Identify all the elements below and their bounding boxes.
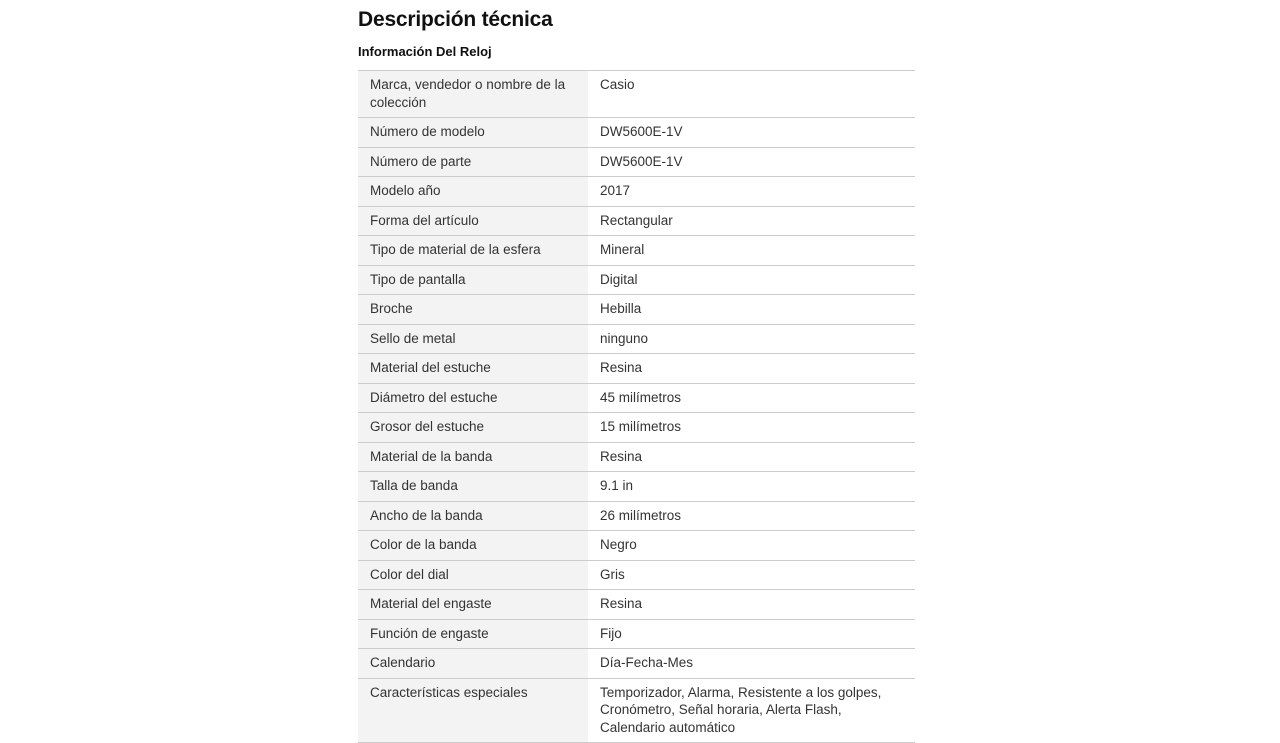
table-row — [358, 383, 915, 413]
spec-label: Características especiales — [358, 678, 588, 743]
spec-label: Número de modelo — [358, 118, 588, 148]
table-row — [358, 147, 915, 177]
table-row — [358, 354, 915, 384]
spec-label: Forma del artículo — [358, 206, 588, 236]
table-row — [358, 177, 915, 207]
table-row — [358, 236, 915, 266]
spec-label: Material de la banda — [358, 442, 588, 472]
table-row — [358, 678, 915, 743]
table-row — [358, 413, 915, 443]
spec-label: Material del estuche — [358, 354, 588, 384]
spec-label: Calendario — [358, 649, 588, 679]
spec-value: Hebilla — [588, 295, 915, 325]
spec-label: Sello de metal — [358, 324, 588, 354]
spec-label: Color de la banda — [358, 531, 588, 561]
table-row — [358, 442, 915, 472]
spec-value: Gris — [588, 560, 915, 590]
spec-table-body — [358, 71, 915, 743]
table-row — [358, 118, 915, 148]
spec-label: Número de parte — [358, 147, 588, 177]
spec-table-heading: Información Del Reloj — [358, 44, 492, 59]
page-title: Descripción técnica — [358, 8, 553, 31]
spec-value: Casio — [588, 71, 915, 118]
spec-label: Talla de banda — [358, 472, 588, 502]
table-row — [358, 560, 915, 590]
spec-label: Marca, vendedor o nombre de la colección — [358, 71, 588, 118]
spec-label: Material del engaste — [358, 590, 588, 620]
spec-table — [358, 70, 915, 743]
spec-value: 9.1 in — [588, 472, 915, 502]
spec-value: Resina — [588, 442, 915, 472]
table-row — [358, 265, 915, 295]
spec-label: Ancho de la banda — [358, 501, 588, 531]
spec-value: Resina — [588, 590, 915, 620]
spec-value: DW5600E-1V — [588, 118, 915, 148]
spec-value: 2017 — [588, 177, 915, 207]
spec-label: Tipo de pantalla — [358, 265, 588, 295]
spec-label: Color del dial — [358, 560, 588, 590]
table-row — [358, 531, 915, 561]
spec-value: Negro — [588, 531, 915, 561]
spec-value: 15 milímetros — [588, 413, 915, 443]
table-row — [358, 324, 915, 354]
table-row — [358, 71, 915, 118]
spec-value: Fijo — [588, 619, 915, 649]
spec-value: 26 milímetros — [588, 501, 915, 531]
spec-value: Mineral — [588, 236, 915, 266]
table-row — [358, 619, 915, 649]
spec-label: Diámetro del estuche — [358, 383, 588, 413]
spec-value: Rectangular — [588, 206, 915, 236]
table-row — [358, 649, 915, 679]
spec-value: ninguno — [588, 324, 915, 354]
spec-label: Función de engaste — [358, 619, 588, 649]
table-row — [358, 501, 915, 531]
spec-label: Tipo de material de la esfera — [358, 236, 588, 266]
table-row — [358, 472, 915, 502]
spec-value: Temporizador, Alarma, Resistente a los golpes, Cronómetro, Señal horaria, Alerta Flash, Calendario automático — [588, 678, 915, 743]
table-row — [358, 295, 915, 325]
spec-label: Grosor del estuche — [358, 413, 588, 443]
spec-label: Broche — [358, 295, 588, 325]
table-row — [358, 206, 915, 236]
spec-value: DW5600E-1V — [588, 147, 915, 177]
spec-value: Digital — [588, 265, 915, 295]
spec-label: Modelo año — [358, 177, 588, 207]
spec-value: 45 milímetros — [588, 383, 915, 413]
spec-value: Día-Fecha-Mes — [588, 649, 915, 679]
table-row — [358, 590, 915, 620]
spec-value: Resina — [588, 354, 915, 384]
technical-description-section — [358, 0, 915, 743]
